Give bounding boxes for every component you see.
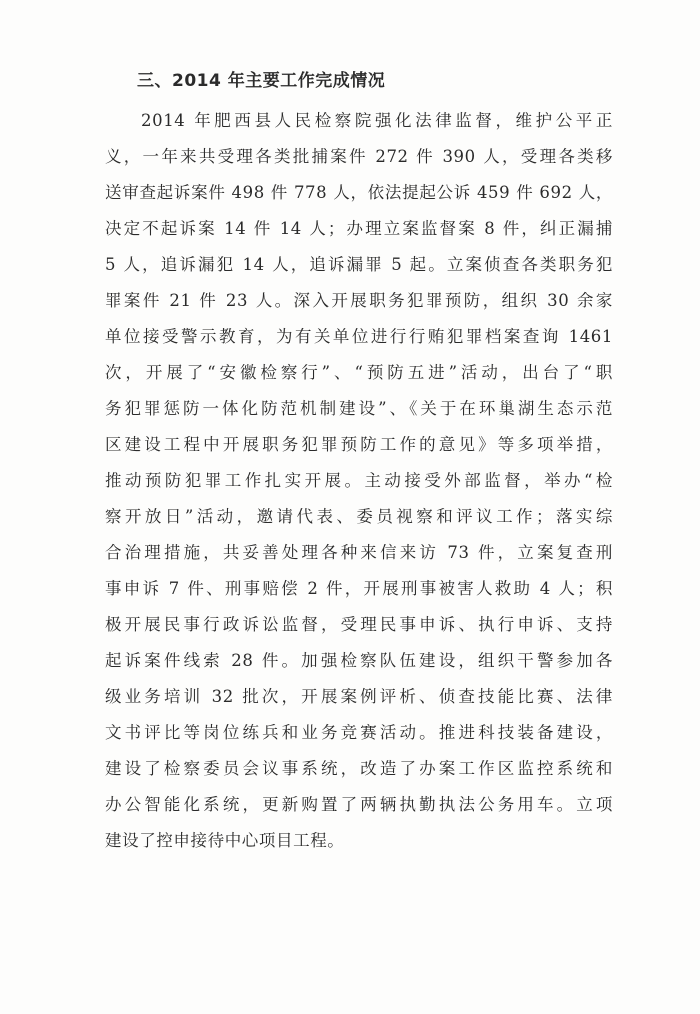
section-3-line: 义，一年来共受理各类批捕案件 272 件 390 人，受理各类移 [105, 147, 613, 166]
section-3-line: 合治理措施，共妥善处理各种来信来访 73 件，立案复查刑 [105, 543, 613, 562]
section-3-line: 2014 年肥西县人民检察院强化法律监督，维护公平正 [141, 111, 613, 130]
section-3-line: 察开放日”活动，邀请代表、委员视察和评议工作；落实综 [105, 507, 613, 526]
section-3-heading: 三、2014 年主要工作完成情况 [137, 71, 386, 91]
section-3-line: 区建设工程中开展职务犯罪预防工作的意见》等多项举措， [105, 435, 613, 454]
section-3-line: 推动预防犯罪工作扎实开展。主动接受外部监督，举办“检 [105, 471, 613, 490]
section-3-line: 事申诉 7 件、刑事赔偿 2 件，开展刑事被害人救助 4 人；积 [105, 579, 613, 598]
section-3-line: 文书评比等岗位练兵和业务竞赛活动。推进科技装备建设， [105, 723, 613, 742]
section-3-line: 送审查起诉案件 498 件 778 人，依法提起公诉 459 件 692 人， [105, 183, 613, 202]
section-3-line: 决定不起诉案 14 件 14 人；办理立案监督案 8 件，纠正漏捕 [105, 219, 613, 238]
section-3-line: 5 人，追诉漏犯 14 人，追诉漏罪 5 起。立案侦查各类职务犯 [105, 255, 613, 274]
section-3-line: 建设了检察委员会议事系统，改造了办案工作区监控系统和 [105, 759, 613, 778]
section-3-line: 级业务培训 32 批次，开展案例评析、侦查技能比赛、法律 [105, 687, 613, 706]
section-3-line: 建设了控申接待中心项目工程。 [105, 831, 345, 850]
section-3-line: 罪案件 21 件 23 人。深入开展职务犯罪预防，组织 30 余家 [105, 291, 613, 310]
section-3-line: 起诉案件线索 28 件。加强检察队伍建设，组织干警参加各 [105, 651, 613, 670]
section-3-line: 极开展民事行政诉讼监督，受理民事申诉、执行申诉、支持 [105, 615, 613, 634]
section-3-line: 单位接受警示教育，为有关单位进行行贿犯罪档案查询 1461 [105, 327, 613, 346]
section-3-line: 办公智能化系统，更新购置了两辆执勤执法公务用车。立项 [105, 795, 613, 814]
section-3-line: 务犯罪惩防一体化防范机制建设”、《关于在环巢湖生态示范 [105, 399, 613, 418]
section-3-line: 次，开展了“安徽检察行”、“预防五进”活动，出台了“职 [105, 363, 613, 382]
